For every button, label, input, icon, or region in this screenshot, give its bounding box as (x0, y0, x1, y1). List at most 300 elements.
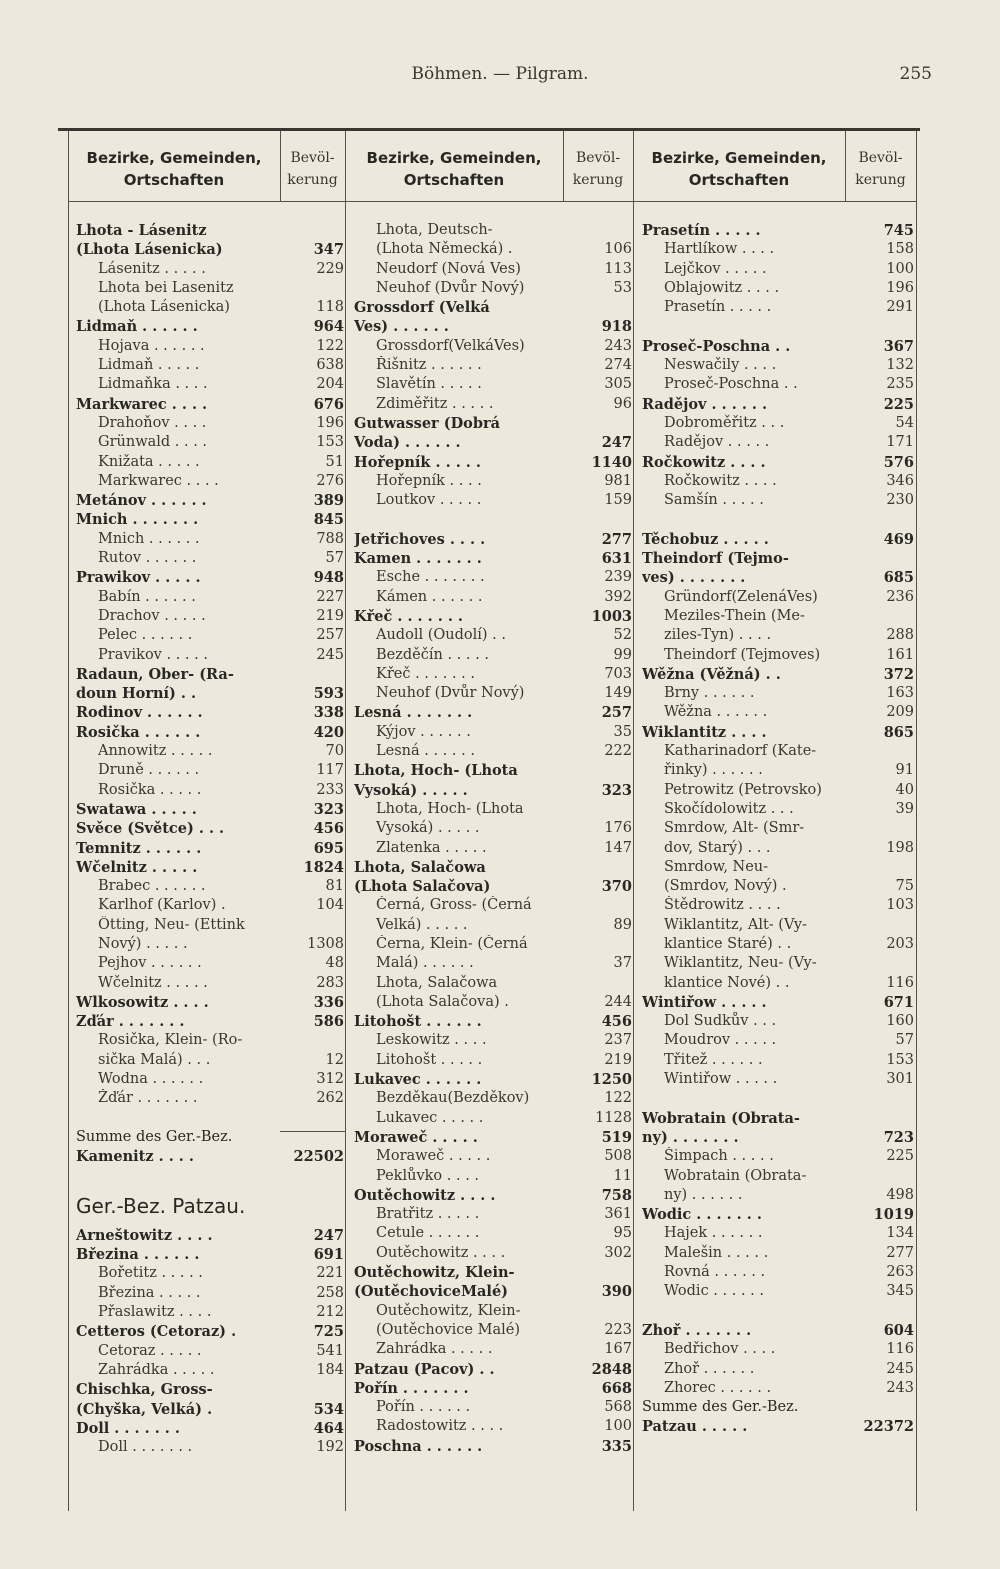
locality-row (76, 1303, 344, 1322)
place-name: Lhota bei Lasenitz (98, 279, 234, 296)
locality-row (354, 1244, 632, 1263)
place-name: Nový) . . . . . (98, 935, 188, 952)
municipality-row (642, 453, 914, 472)
place-name: Wěžna (Věžná) . . (642, 665, 781, 683)
population-value: 160 (886, 1013, 914, 1030)
locality-row (76, 761, 344, 780)
population-value: 1128 (595, 1109, 632, 1126)
population-value: 671 (883, 993, 914, 1011)
population-value: 35 (613, 723, 632, 740)
locality-row (76, 781, 344, 800)
population-value: 57 (325, 550, 344, 567)
population-value: 54 (895, 414, 914, 431)
population-value: 209 (886, 704, 914, 721)
place-name: klantice Nové) . . (664, 974, 790, 991)
locality-row (354, 221, 632, 240)
population-value: 865 (883, 723, 914, 741)
population-value: 53 (613, 279, 632, 296)
population-value: 291 (886, 299, 914, 316)
population-value: 225 (883, 395, 914, 413)
municipality-row (354, 781, 632, 800)
municipality-row (642, 723, 914, 742)
place-name: Arneštowitz . . . . (76, 1226, 213, 1244)
municipality-row (76, 1012, 344, 1031)
population-value: 247 (313, 1226, 344, 1244)
population-value: 277 (601, 530, 632, 548)
population-value: 758 (601, 1186, 632, 1204)
column-rule (68, 131, 69, 1511)
locality-row (354, 1147, 632, 1166)
locality-row (642, 1263, 914, 1282)
municipality-row (76, 1226, 344, 1245)
population-value: 96 (613, 395, 632, 412)
population-value: 283 (316, 974, 344, 991)
col2-pop-header: Bevöl- kerung (572, 150, 624, 188)
population-value: 247 (601, 434, 632, 452)
locality-row (354, 588, 632, 607)
population-value: 1140 (591, 453, 632, 471)
locality-row (642, 1340, 914, 1359)
population-value: 99 (613, 646, 632, 663)
population-value: 11 (613, 1167, 632, 1184)
population-value: 239 (604, 569, 632, 586)
locality-row (642, 1012, 914, 1031)
locality-row (76, 279, 344, 298)
place-name: (Lhota Salačova) . (376, 993, 509, 1010)
locality-row (642, 742, 914, 761)
population-value: 464 (313, 1419, 344, 1437)
locality-row (642, 1031, 914, 1050)
locality-row (354, 626, 632, 645)
municipality-row (354, 317, 632, 336)
municipality-row (354, 1070, 632, 1089)
population-value: 48 (325, 955, 344, 972)
place-name: Grossdorf (Velká (354, 299, 490, 317)
population-value: 233 (316, 781, 344, 798)
municipality-row (76, 723, 344, 742)
place-name: Ročkowitz . . . . (664, 472, 777, 489)
locality-row (76, 453, 344, 472)
municipality-row (354, 530, 632, 549)
place-name: Kámen . . . . . . (376, 588, 483, 605)
place-name: Wintiřow . . . . . (642, 993, 767, 1011)
locality-row (642, 800, 914, 819)
population-value: 70 (325, 743, 344, 760)
population-value: 263 (886, 1264, 914, 1281)
population-value: 345 (886, 1283, 914, 1300)
place-name: ny) . . . . . . (664, 1186, 743, 1203)
col3-name-header: Bezirke, Gemeinden, Ortschaften (651, 149, 827, 189)
place-name: Markwarec . . . . (98, 472, 219, 489)
place-name: Grünwald . . . . (98, 434, 208, 451)
population-value: 420 (313, 723, 344, 741)
locality-row (354, 800, 632, 819)
population-value: 948 (313, 569, 344, 587)
place-name: Rosička . . . . . (98, 781, 202, 798)
place-name: Lesná . . . . . . (376, 743, 475, 760)
place-name: Těchobuz . . . . . (642, 530, 769, 548)
municipality-row (76, 1419, 344, 1438)
population-value: 245 (316, 646, 344, 663)
municipality-row (76, 317, 344, 336)
locality-row (354, 684, 632, 703)
place-name: Černá, Gross- (Černá (376, 897, 532, 914)
place-name: Zďár . . . . . . . (76, 1013, 185, 1031)
locality-row (76, 1342, 344, 1361)
population-value: 203 (886, 935, 914, 952)
population-value: 171 (886, 434, 914, 451)
population-value: 336 (313, 993, 344, 1011)
spacer (76, 1167, 344, 1186)
place-name: Patzau (Pacov) . . (354, 1360, 495, 1378)
place-name: Rosička . . . . . . (76, 723, 201, 741)
municipality-row (354, 607, 632, 626)
place-name: Annowitz . . . . . (98, 743, 213, 760)
population-value: 338 (313, 704, 344, 722)
locality-row (642, 1282, 914, 1301)
population-value: 100 (604, 1418, 632, 1435)
population-value: 192 (316, 1439, 344, 1456)
locality-row (354, 839, 632, 858)
population-value: 312 (316, 1071, 344, 1088)
municipality-row (354, 703, 632, 722)
municipality-row (642, 337, 914, 356)
place-name: Moraweč . . . . . (376, 1148, 491, 1165)
municipality-row (642, 395, 914, 414)
population-value: 89 (613, 916, 632, 933)
place-name: Brabec . . . . . . (98, 878, 206, 895)
place-name: Katharinadorf (Kate- (664, 743, 817, 760)
place-name: Outěchowitz, Klein- (376, 1302, 521, 1319)
locality-row (642, 607, 914, 626)
place-name: Wčelnitz . . . . . (98, 974, 208, 991)
locality-row (642, 491, 914, 510)
population-value: 541 (316, 1342, 344, 1359)
population-value: 117 (316, 762, 344, 779)
locality-row (76, 433, 344, 452)
population-value: 390 (601, 1283, 632, 1301)
place-name: Šimpach . . . . . (664, 1148, 774, 1165)
locality-row (76, 1051, 344, 1070)
locality-row (354, 646, 632, 665)
population-value: 122 (316, 337, 344, 354)
population-value: 153 (316, 434, 344, 451)
population-value: 198 (886, 839, 914, 856)
place-name: Radějov . . . . . (664, 434, 770, 451)
locality-row (642, 1224, 914, 1243)
page-number: 255 (899, 64, 932, 84)
place-name: Samšín . . . . . (664, 492, 764, 509)
locality-row (76, 646, 344, 665)
municipality-row (76, 703, 344, 722)
municipality-row (354, 549, 632, 568)
locality-row (76, 472, 344, 491)
locality-row (76, 1264, 344, 1283)
place-name: Přaslawitz . . . . (98, 1304, 212, 1321)
running-head-title: Böhmen. — Pilgram. (411, 64, 589, 84)
population-value: 122 (604, 1090, 632, 1107)
place-name: Ves) . . . . . . (354, 318, 449, 336)
locality-row (354, 1205, 632, 1224)
place-name: doun Horní) . . (76, 685, 197, 703)
population-value: 845 (313, 511, 344, 529)
place-name: Lhota, Salačowa (376, 974, 498, 991)
place-name: Wiklantitz . . . . (642, 723, 767, 741)
locality-row (642, 588, 914, 607)
place-name: Lhota, Hoch- (Lhota (354, 762, 518, 780)
place-name: Proseč-Poschna . . (642, 337, 791, 355)
population-value: 237 (604, 1032, 632, 1049)
column-3 (642, 221, 914, 1437)
place-name: Bořetitz . . . . . (98, 1265, 203, 1282)
place-name: Řišnitz . . . . . . (376, 357, 482, 374)
place-name: Slavětín . . . . . (376, 376, 482, 393)
population-value: 723 (883, 1128, 914, 1146)
place-name: Pořín . . . . . . (376, 1399, 471, 1416)
municipality-row (354, 1128, 632, 1147)
population-value: 223 (604, 1321, 632, 1338)
locality-row (642, 375, 914, 394)
place-name: Rutov . . . . . . (98, 550, 197, 567)
locality-row (642, 781, 914, 800)
population-value: 676 (313, 395, 344, 413)
population-value: 788 (316, 530, 344, 547)
place-name: Ger.-Bez. Patzau. (76, 1193, 246, 1218)
population-value: 204 (316, 376, 344, 393)
municipality-row (354, 1263, 632, 1282)
locality-row (642, 414, 914, 433)
place-name: Skočídolowitz . . . (664, 800, 794, 817)
population-value: 370 (601, 878, 632, 896)
place-name: Lidmaňka . . . . (98, 376, 208, 393)
locality-row (354, 1321, 632, 1340)
locality-row (354, 395, 632, 414)
population-value: 1250 (591, 1071, 632, 1089)
place-name: Esche . . . . . . . (376, 569, 485, 586)
municipality-row (354, 298, 632, 317)
population-value: 158 (886, 241, 914, 258)
population-value: 323 (601, 781, 632, 799)
municipality-row (76, 665, 344, 684)
place-name: Temnitz . . . . . . (76, 839, 202, 857)
locality-row (76, 375, 344, 394)
municipality-row (354, 761, 632, 780)
locality-row (76, 1031, 344, 1050)
place-name: (Lhota Salačova) (354, 878, 491, 896)
population-value: 456 (601, 1013, 632, 1031)
population-value: 219 (604, 1051, 632, 1068)
place-name: Outěchowitz . . . . (376, 1244, 506, 1261)
place-name: Smrdow, Alt- (Smr- (664, 820, 805, 837)
place-name: Summe des Ger.-Bez. (642, 1399, 799, 1416)
place-name: Chischka, Gross- (76, 1381, 213, 1399)
place-name: dov, Starý) . . . (664, 839, 771, 856)
locality-row (76, 607, 344, 626)
place-name: (Outěchovice Malé) (376, 1321, 520, 1338)
spacer (642, 1302, 914, 1321)
locality-row (642, 935, 914, 954)
place-name: Březina . . . . . (98, 1284, 201, 1301)
place-name: Smrdow, Neu- (664, 858, 769, 875)
locality-row (76, 298, 344, 317)
population-value: 685 (883, 569, 914, 587)
locality-row (642, 1360, 914, 1379)
municipality-row (76, 491, 344, 510)
locality-row (642, 858, 914, 877)
municipality-row (76, 1245, 344, 1264)
place-name: Cetoraz . . . . . (98, 1342, 202, 1359)
place-name: Patzau . . . . . (642, 1418, 748, 1436)
population-value: 116 (886, 1341, 914, 1358)
place-name: Zahrádka . . . . . (98, 1361, 215, 1378)
place-name: Wčelnitz . . . . . (76, 858, 198, 876)
place-name: ziles-Tyn) . . . . (664, 627, 772, 644)
population-value: 100 (886, 260, 914, 277)
municipality-row (642, 1417, 914, 1436)
population-value: 235 (886, 376, 914, 393)
column-rule (916, 131, 917, 1511)
place-name: Lhota - Lásenitz (76, 222, 207, 239)
population-value: 367 (883, 337, 914, 355)
population-value: 116 (886, 974, 914, 991)
municipality-row (354, 1282, 632, 1301)
place-name: Rovná . . . . . . (664, 1264, 766, 1281)
locality-row (76, 974, 344, 993)
place-name: Radostowitz . . . . (376, 1418, 504, 1435)
place-name: Lukavec . . . . . . (354, 1071, 482, 1089)
place-name: Knižata . . . . . (98, 453, 200, 470)
place-name: Wěžna . . . . . . (664, 704, 768, 721)
place-name: Wobratain (Obrata- (642, 1109, 800, 1127)
population-value: 244 (604, 993, 632, 1010)
place-name: Cetteros (Cetoraz) . (76, 1323, 237, 1341)
population-value: 75 (895, 878, 914, 895)
locality-row (354, 1340, 632, 1359)
locality-row (76, 1070, 344, 1089)
locality-row (354, 1398, 632, 1417)
place-name: Doll . . . . . . . (98, 1439, 193, 1456)
place-name: Bezděčín . . . . . (376, 646, 489, 663)
population-value: 236 (886, 588, 914, 605)
place-name: Outěchowitz, Klein- (354, 1264, 515, 1282)
population-value: 631 (601, 550, 632, 568)
municipality-row (354, 1360, 632, 1379)
population-value: 389 (313, 492, 344, 510)
municipality-row (642, 221, 914, 240)
place-name: Lidmaň . . . . . . (76, 318, 198, 336)
population-value: 40 (895, 781, 914, 798)
locality-row (354, 1167, 632, 1186)
place-name: Wobratain (Obrata- (664, 1167, 807, 1184)
population-value: 212 (316, 1304, 344, 1321)
sum-rule (280, 1131, 345, 1132)
municipality-row (642, 1128, 914, 1147)
place-name: Summe des Ger.-Bez. (76, 1128, 233, 1145)
place-name: ny) . . . . . . . (642, 1128, 739, 1146)
locality-row (354, 954, 632, 973)
population-value: 346 (886, 472, 914, 489)
place-name: Lukavec . . . . . (376, 1109, 484, 1126)
place-name: Peklůvko . . . . (376, 1167, 480, 1184)
population-value: 225 (886, 1148, 914, 1165)
place-name: Prasetín . . . . . (642, 222, 761, 239)
place-name: Markwarec . . . . (76, 395, 208, 413)
municipality-row (76, 221, 344, 240)
population-value: 508 (604, 1148, 632, 1165)
population-value: 95 (613, 1225, 632, 1242)
spacer (642, 510, 914, 529)
municipality-row (76, 858, 344, 877)
locality-row (76, 742, 344, 761)
municipality-row (76, 819, 344, 838)
place-name: Brny . . . . . . (664, 685, 755, 702)
place-name: Theindorf (Tejmoves) (664, 646, 821, 663)
population-value: 1824 (303, 858, 344, 876)
locality-row (642, 240, 914, 259)
place-name: Loutkov . . . . . (376, 492, 482, 509)
population-value: 196 (316, 414, 344, 431)
population-value: 196 (886, 279, 914, 296)
municipality-row (76, 568, 344, 587)
municipality-row (642, 993, 914, 1012)
place-name: Wodic . . . . . . . (642, 1206, 762, 1224)
locality-row (354, 472, 632, 491)
population-value: 276 (316, 472, 344, 489)
locality-row (642, 279, 914, 298)
place-name: Neuhof (Dvůr Nový) (376, 685, 525, 702)
locality-row (642, 1051, 914, 1070)
municipality-row (642, 1205, 914, 1224)
place-name: Litohošt . . . . . . (354, 1013, 482, 1031)
spacer (642, 1089, 914, 1108)
population-value: 222 (604, 743, 632, 760)
locality-row (354, 356, 632, 375)
locality-row (642, 896, 914, 915)
population-value: 604 (883, 1321, 914, 1339)
place-name: Hořepník . . . . . (354, 453, 481, 471)
population-value: 52 (613, 627, 632, 644)
place-name: Oblajowitz . . . . (664, 279, 780, 296)
locality-row (642, 761, 914, 780)
population-value: 695 (313, 839, 344, 857)
place-name: Prasetín . . . . . (664, 299, 772, 316)
municipality-row (76, 510, 344, 529)
place-name: Theindorf (Tejmo- (642, 550, 789, 568)
municipality-row (642, 1321, 914, 1340)
locality-row (354, 1089, 632, 1108)
municipality-row (76, 1400, 344, 1419)
column-2 (354, 221, 632, 1456)
locality-row (642, 1147, 914, 1166)
population-value: 1003 (591, 607, 632, 625)
place-name: Třitež . . . . . . (664, 1051, 763, 1068)
population-value: 176 (604, 820, 632, 837)
population-value: 103 (886, 897, 914, 914)
municipality-row (642, 1109, 914, 1128)
locality-row (642, 974, 914, 993)
locality-row (642, 356, 914, 375)
population-value: 301 (886, 1071, 914, 1088)
locality-row (642, 819, 914, 838)
place-name: Hořepník . . . . (376, 472, 482, 489)
place-name: Meziles-Thein (Me- (664, 607, 805, 624)
section-heading (76, 1186, 344, 1226)
locality-row (354, 1417, 632, 1436)
place-name: Bratřitz . . . . . (376, 1206, 480, 1223)
population-value: 159 (604, 492, 632, 509)
population-value: 245 (886, 1360, 914, 1377)
population-value: 277 (886, 1244, 914, 1261)
